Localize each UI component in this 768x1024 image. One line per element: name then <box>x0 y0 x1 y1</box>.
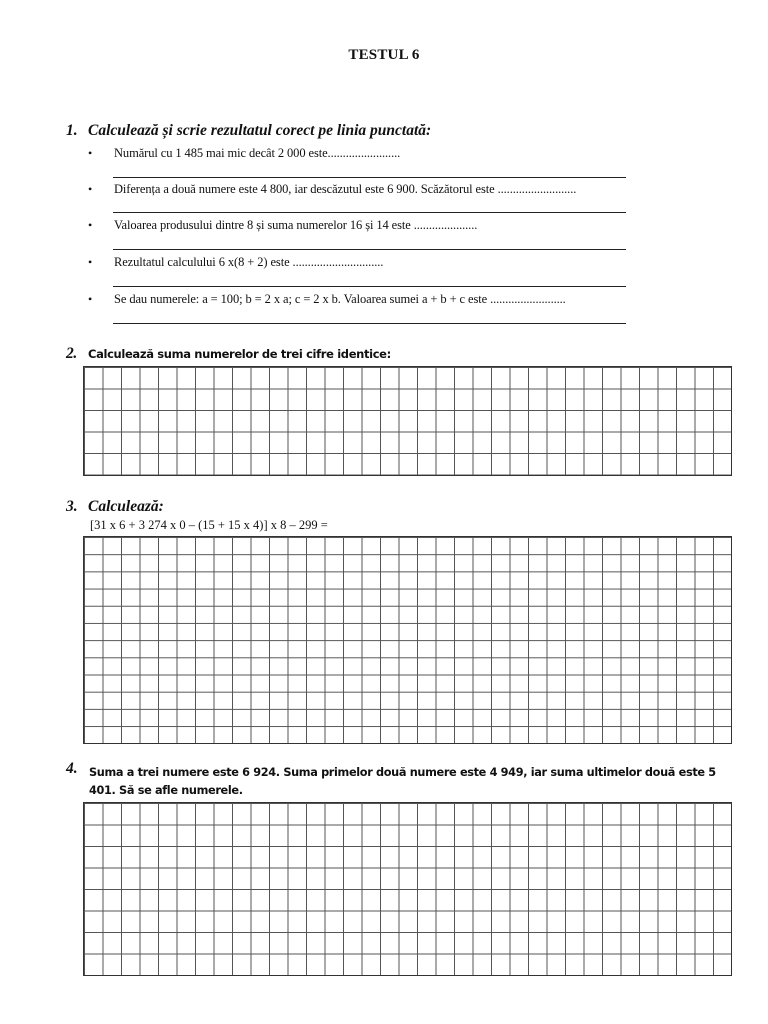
bullet-icon: • <box>88 146 93 160</box>
q1-item-4 <box>88 255 383 270</box>
q1-answer-line-5[interactable] <box>113 323 626 324</box>
q1-item-5-text: Se dau numerele: a = 100; b = 2 x a; c = 2 x b. Valoarea sumei a + b + c este ......................... <box>114 292 566 306</box>
q1-answer-line-2[interactable] <box>113 212 626 213</box>
q1-item-3-text: Valoarea produsului dintre 8 și suma numerelor 16 și 14 este ..................... <box>114 218 478 232</box>
question-4-text: Suma a trei numere este 6 924. Suma primelor două numere este 4 949, iar suma ultimelor două este 5 401. Să se afle numerele. <box>89 766 716 797</box>
q1-item-3 <box>88 218 477 233</box>
bullet-icon: • <box>88 218 93 232</box>
q1-item-5 <box>88 292 566 307</box>
q1-item-1 <box>88 146 400 161</box>
q1-answer-line-3[interactable] <box>113 249 626 250</box>
question-2-heading <box>66 345 391 363</box>
bullet-icon: • <box>88 292 93 306</box>
question-1-heading <box>66 122 431 140</box>
q1-item-2-text: Diferența a două numere este 4 800, iar descăzutul este 6 900. Scăzătorul este .......................... <box>114 182 577 196</box>
q1-answer-line-1[interactable] <box>113 177 626 178</box>
question-2-text: Calculează suma numerelor de trei cifre identice: <box>88 347 391 361</box>
question-3-heading <box>66 498 164 516</box>
question-4-grid[interactable] <box>83 802 732 976</box>
q1-item-2 <box>88 182 576 197</box>
question-3-expression: [31 x 6 + 3 274 x 0 – (15 + 15 x 4)] x 8 – 299 = <box>90 518 328 532</box>
q1-item-4-text: Rezultatul calculului 6 x(8 + 2) este .............................. <box>114 255 384 269</box>
bullet-icon: • <box>88 182 93 196</box>
question-4-number: 4. <box>66 760 78 777</box>
question-3-text: Calculează: <box>88 498 164 515</box>
bullet-icon: • <box>88 255 93 269</box>
question-2-grid[interactable] <box>83 366 732 476</box>
question-1-number: 1. <box>66 122 78 139</box>
question-2-number: 2. <box>66 345 77 362</box>
q1-answer-line-4[interactable] <box>113 286 626 287</box>
q1-item-1-text: Numărul cu 1 485 mai mic decât 2 000 este........................ <box>114 146 401 160</box>
question-1-text: Calculează și scrie rezultatul corect pe linia punctată: <box>88 122 432 139</box>
page-title: TESTUL 6 <box>348 47 420 63</box>
question-3-grid[interactable] <box>83 536 732 744</box>
question-3-number: 3. <box>66 498 78 515</box>
